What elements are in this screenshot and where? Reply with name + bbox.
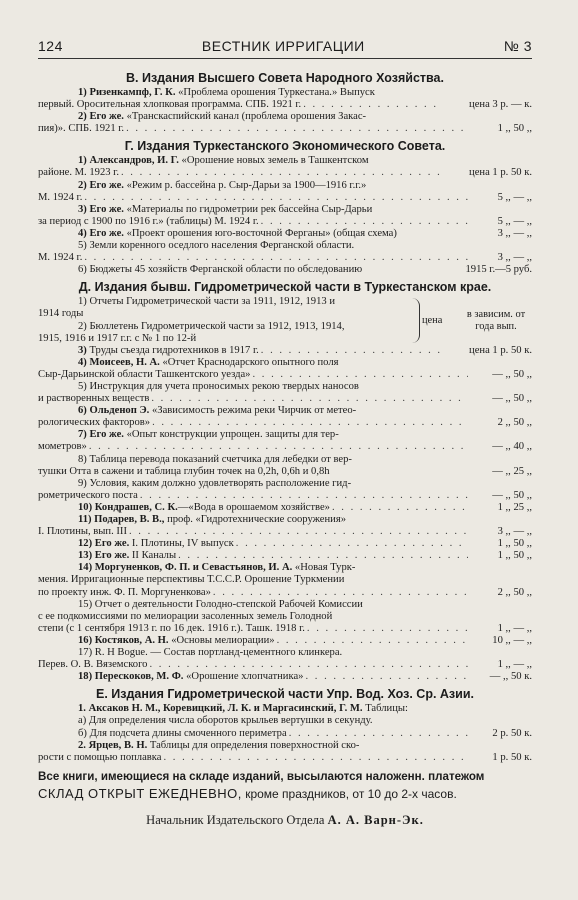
entry-title: «Транскаспийский канал (проблема орошения Закас- xyxy=(123,111,367,123)
signature-name: А. А. Варн-Эк. xyxy=(327,812,424,827)
entry-text xyxy=(38,490,138,502)
entry-title: мометров» xyxy=(38,441,87,453)
dot-leader xyxy=(149,659,468,671)
entry-text xyxy=(38,526,127,538)
entry-author: 12) Его же. xyxy=(78,538,130,550)
catalog-line xyxy=(38,228,532,240)
catalog-line xyxy=(38,466,532,478)
catalog-line xyxy=(38,671,532,683)
entry-title: первый. Оросительная хлопковая программа. СПБ. 1921 г. xyxy=(38,99,302,111)
entry-author: 14) Моргуненков, Ф. П. и Севастьянов, И. А. xyxy=(78,562,293,574)
entry-author: 3) Его же. xyxy=(78,203,124,215)
catalog-line xyxy=(38,252,532,264)
dot-leader xyxy=(178,550,468,562)
entry-text xyxy=(78,111,366,123)
entry-title: степи (с 1 сентября 1913 г. по 16 дек. 1916 г.). Ташк. 1918 г. xyxy=(38,622,305,634)
entry-title: «Материалы по гидрометрии рек бассейна Сыр-Дарьи xyxy=(123,203,373,215)
catalog-line xyxy=(38,514,532,526)
entry-title: М. 1924 г. xyxy=(38,191,83,203)
entry-text xyxy=(38,167,119,179)
entry-title: 9) Условия, каким должно удовлетворять расположение гид- xyxy=(78,477,352,489)
entry-author: 2) Его же. xyxy=(78,179,124,191)
dot-leader xyxy=(252,369,468,381)
entry-text xyxy=(78,562,355,574)
entry-title: 2) Бюллетень Гидрометрической части за 1912, 1913, 1914, xyxy=(78,320,345,332)
catalog-line xyxy=(38,647,532,659)
entry-author: 4) Его же. xyxy=(78,227,124,239)
entry-title: «Режим р. бассейна р. Сыр-Дарьи за 1900—1916 г.г.» xyxy=(123,179,367,191)
entry-title: 1914 годы xyxy=(38,308,84,320)
catalog-line xyxy=(38,478,532,490)
entry-text xyxy=(78,296,335,308)
entry-price: — ,, 50 ,, xyxy=(492,393,532,405)
entry-title: и растворенных веществ xyxy=(38,393,150,405)
entry-text xyxy=(38,466,330,478)
dot-leader xyxy=(152,417,468,429)
entry-author: 11) Подарев, В. В., xyxy=(78,514,165,525)
entry-title: «Новая Турк- xyxy=(292,562,356,574)
entry-title: мения. Ирригационные перспективы Т.С.С.Р. Орошение Туркмении xyxy=(38,574,345,586)
dot-leader xyxy=(332,502,468,514)
catalog-line xyxy=(38,216,532,228)
entry-price: — ,, 50 к. xyxy=(489,671,532,683)
entry-text xyxy=(38,99,301,111)
group-price xyxy=(422,296,532,344)
entry-price: 3 ,, — ,, xyxy=(497,526,532,538)
entry-author: 1. Аксаков Н. М., Коревицкий, Л. К. и Маргасинский, Г. М. xyxy=(78,703,363,715)
entry-author: 7) Его же. xyxy=(78,429,124,441)
catalog-line xyxy=(38,357,532,369)
group-price-value: в зависим. от года вып. xyxy=(466,309,526,332)
entry-text xyxy=(38,123,124,135)
catalog-line xyxy=(38,611,532,623)
entry-text xyxy=(78,502,330,514)
entry-title: 5) Инструкция для учета проносимых рекою твердых наносов xyxy=(78,380,359,392)
dot-leader xyxy=(164,752,469,764)
entry-text xyxy=(78,647,342,659)
entry-title: рости с помощью поплавка xyxy=(38,751,162,763)
catalog-line xyxy=(38,240,532,252)
entry-author: 2. Ярцев, В. Н. xyxy=(78,739,148,751)
entry-author: 6) Ольденоп Э. xyxy=(78,405,150,417)
entry-price: 2 р. 50 к. xyxy=(492,727,532,739)
entry-text xyxy=(38,308,83,320)
entry-author: 2) Его же. xyxy=(78,111,124,123)
catalog-line xyxy=(38,429,532,441)
catalog-line xyxy=(38,490,532,502)
entry-title: пия)». СПБ. 1921 г. xyxy=(38,123,125,135)
entry-title: рометрического поста xyxy=(38,489,138,501)
reports-bulletins-group xyxy=(38,296,532,344)
section-e xyxy=(38,685,532,763)
cod-notice: Все книги, имеющиеся на складе изданий, высылаются наложенн. платежом xyxy=(38,769,485,783)
signature-line xyxy=(38,813,532,828)
section-e-title: Е. Издания Гидрометрической части Упр. Вод. Хоз. Ср. Азии. xyxy=(96,687,474,702)
entry-price: 1 ,, — ,, xyxy=(497,659,532,671)
entry-title: —«Вода в орошаемом хозяйстве» xyxy=(177,501,330,513)
entry-price: 3 ,, — ,, xyxy=(497,227,532,239)
section-v xyxy=(38,69,532,135)
entry-text xyxy=(78,155,369,167)
entry-text xyxy=(38,417,150,429)
group-entries xyxy=(38,296,405,344)
entry-price: — ,, 25 ,, xyxy=(492,465,532,477)
entry-text xyxy=(38,333,196,345)
entry-title: «Зависимость режима реки Чирчик от метео- xyxy=(149,405,357,417)
entry-text xyxy=(38,611,332,623)
catalog-line xyxy=(38,345,532,357)
group-price-label: цена xyxy=(422,314,443,326)
entry-title: Труды съезда гидротехников в 1917 г. xyxy=(86,344,259,356)
entry-title: Таблицы для определения поверхностной ско- xyxy=(147,739,360,751)
entry-price: 1 ,, 50 ,, xyxy=(497,123,532,135)
entry-text xyxy=(78,671,303,683)
catalog-line xyxy=(38,393,532,405)
catalog-line xyxy=(38,635,532,647)
header-rule xyxy=(38,58,532,59)
curly-brace xyxy=(405,298,420,342)
dot-leader xyxy=(305,671,468,683)
catalog-line xyxy=(38,526,532,538)
section-g xyxy=(38,137,532,276)
entry-title: районе. М. 1923 г. xyxy=(38,167,119,179)
entry-text xyxy=(38,252,82,264)
catalog-line xyxy=(38,562,532,574)
catalog-line xyxy=(38,155,532,167)
entry-text xyxy=(38,659,147,671)
warehouse-open-caps: СКЛАД ОТКРЫТ ЕЖЕДНЕВНО, xyxy=(38,785,242,801)
entry-text xyxy=(78,740,359,752)
catalog-line xyxy=(38,381,532,393)
catalog-line xyxy=(38,369,532,381)
entry-text xyxy=(38,393,149,405)
entry-title: с ее подкомиссиями по мелиорации засоленных земель Голодной xyxy=(38,610,333,622)
entry-price: 1 ,, 50 ,, xyxy=(497,538,532,550)
entry-title: 6) Бюджеты 45 хозяйств Ферганской области по обследованию xyxy=(78,264,363,276)
entry-price: — ,, 40 ,, xyxy=(492,441,532,453)
dot-leader xyxy=(307,623,468,635)
section-g-list xyxy=(38,155,532,276)
entry-price: 10 ,, — ,, xyxy=(492,634,532,646)
entry-price: 3 ,, — ,, xyxy=(497,252,532,264)
entry-text xyxy=(38,752,162,764)
entry-title: а) Для определения числа оборотов крыльев вертушки в секунду. xyxy=(78,715,373,727)
dot-leader xyxy=(236,538,468,550)
warehouse-hours xyxy=(38,786,532,801)
catalog-line xyxy=(38,192,532,204)
entry-text xyxy=(78,240,354,252)
entry-text xyxy=(78,321,345,333)
section-g-title: Г. Издания Туркестанского Экономического Совета. xyxy=(124,139,446,154)
entry-author: 1) Ризенкампф, Г. К. xyxy=(78,87,176,98)
entry-title: «Проект орошения юго-восточной Ферганы» (общая схема) xyxy=(123,227,397,239)
entry-text xyxy=(78,703,408,715)
entry-text xyxy=(78,478,351,490)
entry-price: — ,, 50 ,, xyxy=(492,368,532,380)
catalog-line xyxy=(38,703,532,715)
section-e-list xyxy=(38,703,532,763)
entry-title: I. Плотины, вып. III xyxy=(38,526,127,538)
entry-title: Таблицы: xyxy=(362,703,408,715)
entry-price: 2 ,, 50 ,, xyxy=(497,586,532,598)
catalog-line xyxy=(38,123,532,135)
entry-author: 3) xyxy=(78,344,87,356)
entry-text xyxy=(38,441,87,453)
catalog-line xyxy=(38,550,532,562)
entry-text xyxy=(78,728,287,740)
entry-title: 8) Таблица перевода показаний счетчика для лебедки от вер- xyxy=(78,453,352,465)
catalog-line xyxy=(38,99,532,111)
dot-leader xyxy=(261,345,442,357)
dot-leader xyxy=(277,635,468,647)
entry-author: 4) Моисеев, Н. А. xyxy=(78,356,160,368)
entry-title: 5) Земли коренного оседлого населения Ферганской области. xyxy=(78,240,355,252)
entry-title: «Орошение новых земель в Ташкентском xyxy=(178,155,369,167)
dot-leader xyxy=(89,441,468,453)
entry-title: проф. «Гидротехнические сооружения» xyxy=(164,514,347,525)
dot-leader xyxy=(84,252,468,264)
entry-text xyxy=(78,357,339,369)
entry-text xyxy=(38,192,82,204)
entry-text xyxy=(78,635,275,647)
catalog-line xyxy=(38,454,532,466)
entry-price: цена 3 р. — к. xyxy=(469,99,532,111)
catalog-line xyxy=(38,623,532,635)
entry-price: 5 ,, — ,, xyxy=(497,191,532,203)
entry-title: Сыр-Дарьинской области Ташкентского уезда» xyxy=(38,368,251,380)
entry-title: «Отчет Краснодарского опытного поля xyxy=(159,356,339,368)
entry-text xyxy=(38,587,211,599)
catalog-line xyxy=(38,296,405,308)
dot-leader xyxy=(84,192,468,204)
entry-text xyxy=(38,369,250,381)
catalog-line xyxy=(38,308,405,320)
entry-price: цена 1 р. 50 к. xyxy=(469,344,532,356)
catalog-line xyxy=(38,599,532,611)
journal-title: ВЕСТНИК ИРРИГАЦИИ xyxy=(201,38,365,54)
entry-text xyxy=(78,550,176,562)
entry-title: тушки Отта в сажени и таблица глубин точек на 0,2h, 0,6h и 0,8h xyxy=(38,465,330,477)
catalog-line xyxy=(38,502,532,514)
section-v-list xyxy=(38,87,532,135)
entry-text xyxy=(78,180,366,192)
entry-title: б) Для подсчета длины смоченного периметра xyxy=(78,727,287,739)
entry-author: 10) Кондрашев, С. К. xyxy=(78,501,178,513)
entry-title: рологических факторов» xyxy=(38,417,151,429)
section-d-title: Д. Издания бывш. Гидрометрической части в Туркестанском крае. xyxy=(78,280,492,295)
entry-text xyxy=(78,405,356,417)
entry-price: 5 ,, — ,, xyxy=(497,215,532,227)
entry-text xyxy=(38,623,305,635)
catalog-line xyxy=(38,587,532,599)
entry-title: 15) Отчет о деятельности Голодно-степской Рабочей Комиссии xyxy=(78,598,363,610)
dot-leader xyxy=(261,216,468,228)
entry-text xyxy=(78,264,362,276)
entry-price: 1 ,, — ,, xyxy=(497,622,532,634)
catalog-line xyxy=(38,752,532,764)
entry-text xyxy=(78,228,397,240)
entry-author: 1) Александров, И. Г. xyxy=(78,155,179,167)
catalog-line xyxy=(38,111,532,123)
entry-title: II Каналы xyxy=(129,550,177,562)
entry-title: «Основы мелиорации» xyxy=(168,634,275,646)
catalog-line xyxy=(38,659,532,671)
entry-price: 2 ,, 50 ,, xyxy=(497,417,532,429)
entry-text xyxy=(78,345,259,357)
entry-title: 1915, 1916 и 1917 г.г. с № 1 по 12-й xyxy=(38,332,197,344)
dot-leader xyxy=(121,167,442,179)
entry-title: 17) R. H Bogue. — Состав портланд-цементного клинкера. xyxy=(78,647,343,659)
dot-leader xyxy=(129,526,468,538)
catalog-line xyxy=(38,167,532,179)
entry-author: 16) Костяков, А. Н. xyxy=(78,634,169,646)
catalog-line xyxy=(38,740,532,752)
entry-price: — ,, 50 ,, xyxy=(492,489,532,501)
catalog-line xyxy=(38,405,532,417)
catalog-line xyxy=(38,574,532,586)
page-number: 124 xyxy=(38,38,63,54)
entry-price: 1915 г.—5 руб. xyxy=(465,264,532,276)
catalog-line xyxy=(38,204,532,216)
entry-author: 18) Перескоков, М. Ф. xyxy=(78,671,184,683)
catalog-line xyxy=(38,333,405,345)
entry-price: цена 1 р. 50 к. xyxy=(469,167,532,179)
entry-price: 1 ,, 25 ,, xyxy=(497,501,532,513)
catalog-line xyxy=(38,417,532,429)
section-d-list xyxy=(38,345,532,684)
entry-title: за период с 1900 по 1916 г.» (таблицы) М. 1924 г. xyxy=(38,215,259,227)
section-d xyxy=(38,278,532,683)
entry-text xyxy=(78,599,363,611)
dot-leader xyxy=(213,587,468,599)
entry-text xyxy=(78,715,373,727)
entry-title: I. Плотины, IV выпуск xyxy=(129,538,234,550)
dot-leader xyxy=(126,123,468,135)
catalog-line xyxy=(38,264,532,276)
entry-title: М. 1924 г. xyxy=(38,252,83,264)
entry-text xyxy=(78,429,339,441)
catalog-line xyxy=(38,321,405,333)
entry-text xyxy=(78,454,352,466)
dot-leader xyxy=(140,490,468,502)
catalog-line xyxy=(38,87,532,99)
entry-title: 1) Отчеты Гидрометрической части за 1911, 1912, 1913 и xyxy=(78,296,335,308)
dot-leader xyxy=(151,393,468,405)
entry-text xyxy=(78,87,375,99)
catalog-line xyxy=(38,441,532,453)
issue-number: № 3 xyxy=(503,38,532,54)
entry-text xyxy=(78,204,372,216)
entry-title: «Проблема орошения Туркестана.» Выпуск xyxy=(175,87,375,98)
entry-title: по проекту инж. Ф. П. Моргуненкова» xyxy=(38,586,211,598)
dot-leader xyxy=(303,99,442,111)
entry-title: «Опыт конструкции упрощен. защиты для тер- xyxy=(123,429,339,441)
entry-title: Перев. О. В. Вяземского xyxy=(38,659,148,671)
section-v-title: В. Издания Высшего Совета Народного Хозяйства. xyxy=(126,71,444,85)
entry-text xyxy=(38,574,344,586)
catalog-line xyxy=(38,538,532,550)
entry-text xyxy=(78,538,234,550)
catalog-line xyxy=(38,180,532,192)
entry-title: «Орошение хлопчатника» xyxy=(183,671,304,683)
catalog-line xyxy=(38,728,532,740)
signature-title: Начальник Издательского Отдела xyxy=(146,812,325,827)
entry-text xyxy=(38,216,259,228)
entry-price: 1 ,, 50 ,, xyxy=(497,550,532,562)
dot-leader xyxy=(289,728,468,740)
running-header xyxy=(38,38,532,54)
entry-price: 1 р. 50 к. xyxy=(492,751,532,763)
entry-text xyxy=(78,514,346,526)
warehouse-open-rest: кроме праздников, от 10 до 2-х часов. xyxy=(241,786,457,801)
entry-text xyxy=(78,381,359,393)
entry-author: 13) Его же. xyxy=(78,550,130,562)
catalog-line xyxy=(38,715,532,727)
